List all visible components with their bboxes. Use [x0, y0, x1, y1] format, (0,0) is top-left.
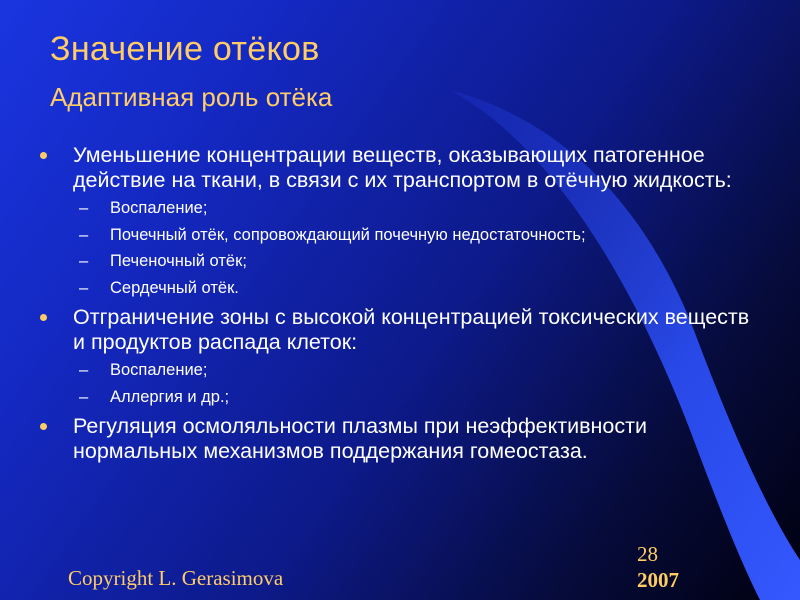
sub-bullet-text: Печеночный отёк;: [110, 252, 247, 270]
bullet-item: [40, 305, 760, 354]
bullet-dot-icon: [40, 423, 47, 430]
dash-icon: –: [79, 199, 89, 217]
sub-bullet-list: [40, 195, 760, 301]
bullet-list: [40, 143, 760, 466]
sub-bullet-text: Аллергия и др.;: [110, 387, 230, 406]
dash-icon: –: [79, 387, 89, 406]
sub-bullet-item: [40, 248, 760, 275]
sub-bullet-item: [40, 357, 760, 384]
sub-bullet-item: [40, 275, 760, 302]
dash-icon: –: [79, 278, 89, 297]
dash-icon: –: [79, 252, 89, 270]
dash-icon: –: [79, 361, 89, 379]
bullet-item: [40, 414, 760, 463]
sub-bullet-list: [40, 357, 760, 410]
sub-bullet-text: Воспаление;: [110, 199, 208, 217]
slide-title: Значение отёков: [50, 30, 320, 68]
bullet-text: Уменьшение концентрации веществ, оказывающих патогенное действие на ткани, в связи с их транспортом в отёчную жидкость:: [73, 143, 732, 192]
sub-bullet-text: Сердечный отёк.: [110, 278, 239, 297]
sub-bullet-item: [40, 195, 760, 222]
dash-icon: –: [79, 225, 89, 244]
footer-year: 2007: [637, 568, 679, 592]
bullet-dot-icon: [40, 152, 47, 159]
sub-bullet-item: [40, 222, 760, 249]
bullet-text: Отграничение зоны с высокой концентрацией токсических веществ и продуктов распада клеток:: [73, 305, 750, 354]
page-number: 28: [637, 542, 658, 566]
sub-bullet-item: [40, 384, 760, 411]
sub-bullet-text: Почечный отёк, сопровождающий почечную недостаточность;: [110, 225, 586, 244]
sub-bullet-text: Воспаление;: [110, 361, 208, 379]
bullet-dot-icon: [40, 314, 47, 321]
bullet-item: [40, 143, 760, 192]
bullet-text: Регуляция осмоляльности плазмы при неэффективности нормальных механизмов поддержания гомеостаза.: [73, 414, 647, 463]
slide-subtitle: Адаптивная роль отёка: [50, 82, 333, 112]
copyright-text: Copyright L. Gerasimova: [68, 566, 284, 590]
